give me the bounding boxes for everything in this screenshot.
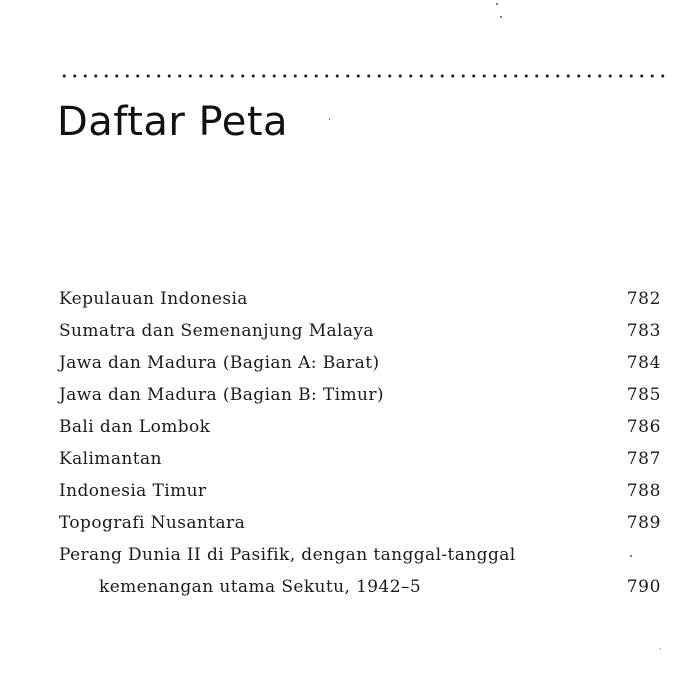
- entry-title-line: [59, 539, 661, 571]
- scan-speck: [329, 118, 330, 120]
- entry-page-number: 790: [626, 577, 661, 597]
- entry-page-number: 782: [626, 289, 661, 309]
- entry-title: Kalimantan: [59, 449, 162, 469]
- list-item: [59, 379, 661, 411]
- entry-title-line: [59, 571, 661, 603]
- page-title: Daftar Peta: [57, 99, 289, 145]
- map-list: [59, 283, 661, 603]
- entry-title: Jawa dan Madura (Bagian B: Timur): [59, 385, 384, 405]
- dotted-rule: [59, 73, 668, 79]
- entry-title: Bali dan Lombok: [59, 417, 211, 437]
- entry-page-number: 783: [626, 321, 661, 341]
- entry-page-number: 784: [626, 353, 661, 373]
- scan-speck: [496, 3, 498, 5]
- entry-title: Perang Dunia II di Pasifik, dengan tanggal-tanggal: [59, 545, 516, 565]
- entry-page-number: 785: [626, 385, 661, 405]
- entry-title: Topografi Nusantara: [59, 513, 246, 533]
- entry-title: Sumatra dan Semenanjung Malaya: [59, 321, 374, 341]
- list-item: [59, 283, 661, 315]
- list-item: [59, 475, 661, 507]
- entry-title: Kepulauan Indonesia: [59, 289, 248, 309]
- scan-speck: [660, 648, 661, 649]
- entry-page-number: 789: [626, 513, 661, 533]
- entry-title: Jawa dan Madura (Bagian A: Barat): [59, 353, 380, 373]
- entry-page-number: 786: [626, 417, 661, 437]
- list-item: [59, 443, 661, 475]
- list-item: [59, 539, 661, 603]
- entry-title: Indonesia Timur: [59, 481, 207, 501]
- list-item: [59, 347, 661, 379]
- list-item: [59, 315, 661, 347]
- entry-title-continued: kemenangan utama Sekutu, 1942–5: [99, 577, 422, 597]
- entry-page-number: 788: [626, 481, 661, 501]
- list-item: [59, 507, 661, 539]
- scan-speck: [500, 16, 502, 18]
- list-item: [59, 411, 661, 443]
- entry-page-number: 787: [626, 449, 661, 469]
